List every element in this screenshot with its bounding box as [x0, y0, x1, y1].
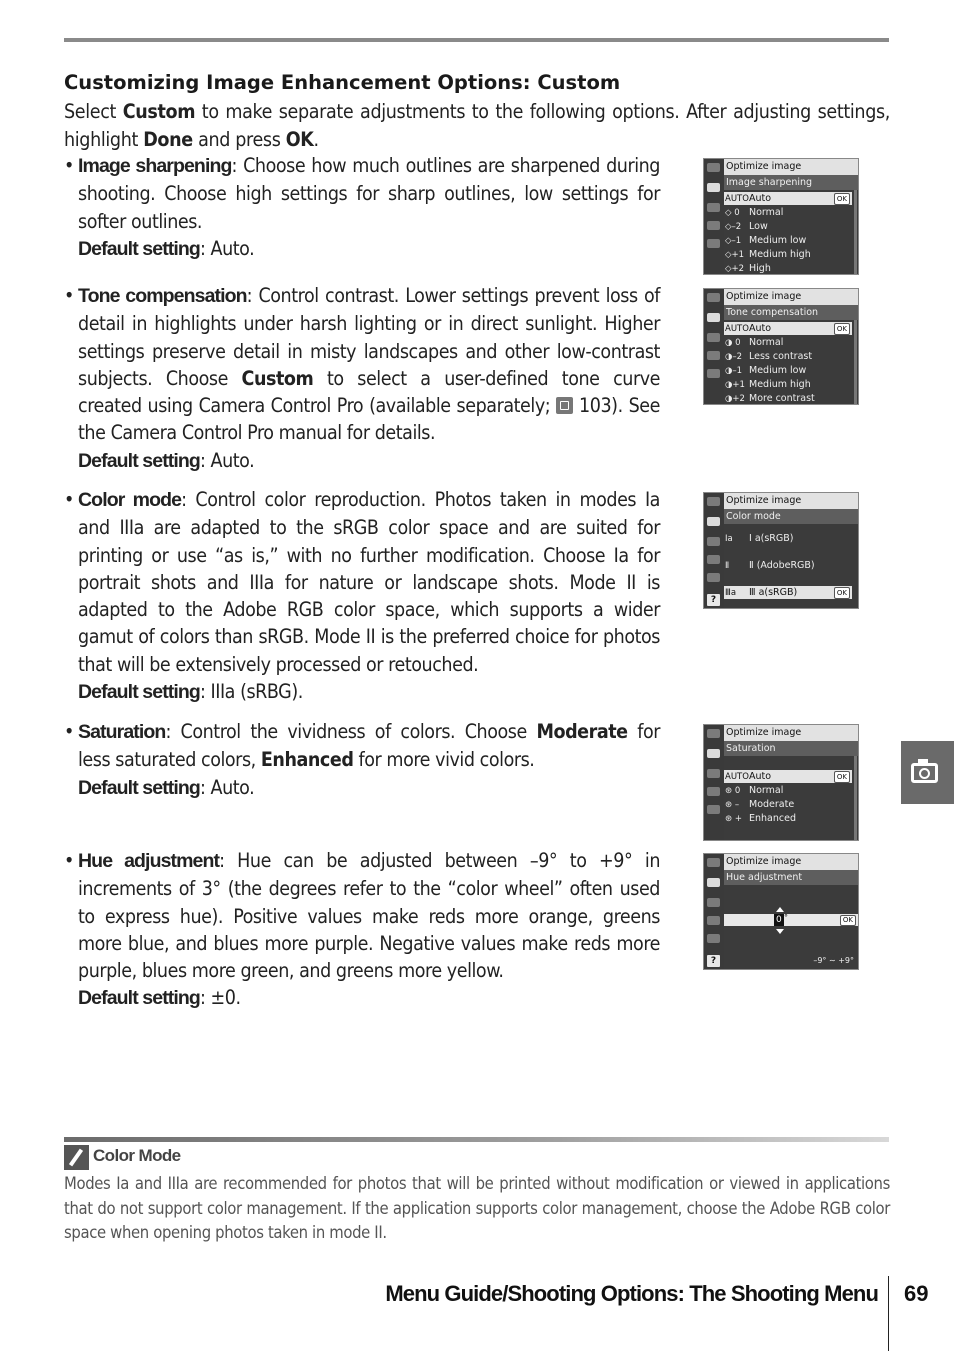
screen-subtitle: Image sharpening: [724, 175, 858, 190]
menu-option[interactable]: ⊛ – Moderate: [725, 799, 795, 810]
camera-screen-hue-adjustment: [703, 853, 859, 970]
menu-sidebar: [704, 289, 724, 404]
playback-icon: [707, 497, 720, 506]
note-title: Color Mode: [93, 1146, 181, 1165]
intro-paragraph: Select Custom to make separate adjustments to the following options. After adjusting settings, highlight Done and press OK.: [64, 100, 891, 151]
hue-unit: °: [784, 913, 788, 922]
done-term: Done: [143, 127, 193, 151]
wrench-icon: [707, 351, 720, 360]
page-number: 69: [904, 1281, 929, 1306]
note-body: Modes Ia and IIIa are recommended for photos that will be printed without modification or viewed in applications that do not support color management. If the application supports color management, choose the Adobe RGB color space when opening photos taken in mode II.: [64, 1174, 890, 1242]
list-item-hue-adjustment: • Hue adjustment: Hue can be adjusted between –9° to +9° in increments of 3° (the degrees refer to the “color wheel” often used to express hue). Positive values make reds more orange, greens more blue, and blues more purple. Negative values make reds more purple, blues more green, and greens more yellow. Default setting: ±0.: [64, 847, 660, 1013]
item-term: Color mode: [78, 489, 182, 511]
scrollbar[interactable]: [854, 190, 857, 274]
menu-option[interactable]: ◑+2 More contrast: [725, 393, 815, 404]
playback-icon: [707, 293, 720, 302]
ok-button: OK: [840, 915, 856, 926]
custom-term: Custom: [122, 100, 196, 123]
menu-option[interactable]: AUTOAuto OK: [724, 770, 852, 783]
hue-value-row[interactable]: [724, 914, 858, 926]
shooting-menu-tab: [901, 741, 954, 804]
pencil-icon: [707, 333, 720, 342]
pencil-icon: [707, 203, 720, 212]
menu-option[interactable]: ◇+1 Medium high: [725, 249, 811, 260]
list-item-saturation: • Saturation: Control the vividness of colors. Choose Moderate for less saturated colors, Enhanced for more vivid colors. Default setting: Auto.: [64, 718, 660, 802]
retouch-icon: [707, 369, 720, 378]
retouch-icon: [707, 239, 720, 248]
camera-screen-color-mode: [703, 492, 859, 609]
menu-sidebar: [704, 854, 724, 969]
wrench-icon: [707, 916, 720, 925]
default-setting: Default setting: ±0.: [78, 986, 241, 1010]
menu-option[interactable]: ◑ 0 Normal: [725, 337, 784, 348]
wrench-icon: [707, 221, 720, 230]
menu-option[interactable]: Ia Ⅰ a(sRGB): [725, 533, 794, 544]
note-rule: [64, 1137, 889, 1142]
screen-subtitle: Hue adjustment: [724, 870, 858, 885]
item-term: Image sharpening: [78, 155, 232, 177]
menu-option[interactable]: ◇–2 Low: [725, 221, 768, 232]
camera-icon: [707, 878, 720, 887]
menu-option[interactable]: ◑+1 Medium high: [725, 379, 811, 390]
default-setting: Default setting: Auto.: [78, 775, 255, 799]
ok-button-glyph: OK: [285, 127, 314, 151]
help-icon[interactable]: ?: [707, 955, 720, 967]
item-term: Tone compensation: [78, 285, 247, 307]
menu-option[interactable]: AUTOAuto OK: [724, 322, 852, 335]
menu-option[interactable]: Ⅲa Ⅲ a(sRGB) OK: [724, 586, 852, 599]
camera-icon: [707, 183, 720, 192]
playback-icon: [707, 858, 720, 867]
default-setting: Default setting: IIIa (sRBG).: [78, 680, 303, 704]
camera-icon: [911, 763, 938, 783]
camera-screen-tone-compensation: [703, 288, 859, 405]
menu-option[interactable]: Ⅱ Ⅱ (AdobeRGB): [725, 560, 815, 571]
menu-option[interactable]: ◇–1 Medium low: [725, 235, 807, 246]
pencil-icon: [707, 898, 720, 907]
camera-icon: [707, 313, 720, 322]
list-item-tone-compensation: • Tone compensation: Control contrast. Lower settings prevent loss of detail in highlights under harsh lighting or in direct sunlight. Higher settings preserve detail in misty landscapes and other low-contrast subjects. Choose Custom to select a user-defined tone curve created using Camera Control Pro (available separately; 103). See the Camera Control Pro manual for details. Default setting: Auto.: [64, 282, 660, 475]
up-arrow-icon[interactable]: [776, 907, 784, 912]
playback-icon: [707, 729, 720, 738]
menu-sidebar: [704, 159, 724, 274]
menu-option[interactable]: ⊛ + Enhanced: [725, 813, 796, 824]
screen-subtitle: Color mode: [724, 509, 858, 524]
screen-title: Optimize image: [724, 725, 858, 741]
screen-title: Optimize image: [724, 493, 858, 509]
screen-subtitle: Tone compensation: [724, 305, 858, 320]
menu-option[interactable]: ◇+2 High: [725, 263, 771, 274]
menu-option[interactable]: ◇ 0 Normal: [725, 207, 784, 218]
wrench-icon: [707, 555, 720, 564]
screen-title: Optimize image: [724, 854, 858, 870]
pencil-icon: [64, 1145, 89, 1170]
footer-title: Menu Guide/Shooting Options: The Shooting Menu: [385, 1281, 878, 1306]
top-rule: [64, 38, 889, 42]
down-arrow-icon[interactable]: [776, 929, 784, 934]
list-item-image-sharpening: • Image sharpening: Choose how much outlines are sharpened during shooting. Choose high settings for sharp outlines, low settings for softer outlines. Default setting: Auto.: [64, 152, 660, 263]
hue-range: –9° ∼ +9°: [813, 956, 854, 965]
playback-icon: [707, 163, 720, 172]
camera-icon: [707, 749, 720, 758]
screen-subtitle: Saturation: [724, 741, 858, 756]
footer-divider: [888, 1276, 889, 1351]
menu-option[interactable]: ◑–1 Medium low: [725, 365, 807, 376]
retouch-icon: [707, 805, 720, 814]
menu-option[interactable]: ⊛ 0 Normal: [725, 785, 784, 796]
item-term: Saturation: [78, 721, 166, 743]
camera-screen-image-sharpening: [703, 158, 859, 275]
wrench-icon: [707, 787, 720, 796]
camera-icon: [707, 517, 720, 526]
item-term: Hue adjustment: [78, 850, 220, 872]
default-setting: Default setting: Auto.: [78, 448, 255, 472]
screen-title: Optimize image: [724, 289, 858, 305]
retouch-icon: [707, 573, 720, 582]
screen-title: Optimize image: [724, 159, 858, 175]
scrollbar[interactable]: [854, 320, 857, 404]
camera-screen-saturation: [703, 724, 859, 841]
help-icon[interactable]: ?: [707, 594, 720, 606]
menu-option[interactable]: AUTOAuto OK: [724, 192, 852, 205]
retouch-icon: [707, 934, 720, 943]
pencil-icon: [707, 537, 720, 546]
reference-icon: [556, 397, 573, 414]
scrollbar[interactable]: [854, 756, 857, 840]
menu-sidebar: [704, 725, 724, 840]
hue-value: 0: [776, 915, 782, 925]
section-heading: Customizing Image Enhancement Options: Custom: [64, 71, 621, 94]
menu-option[interactable]: ◑–2 Less contrast: [725, 351, 813, 362]
default-setting: Default setting: Auto.: [78, 236, 255, 260]
list-item-color-mode: • Color mode: Control color reproduction. Photos taken in modes Ia and IIIa are adapted to the sRGB color space and are suited for printing or use “as is,” with no further modification. Choose Ia for portrait shots and IIIa for nature or landscape shots. Mode II is adapted to the Adobe RGB color space, which supports a wider gamut of colors than sRGB. Mode II is the preferred choice for photos that will be extensively processed or retouched. Default setting: IIIa (sRBG).: [64, 486, 660, 706]
menu-sidebar: [704, 493, 724, 608]
pencil-icon: [707, 769, 720, 778]
